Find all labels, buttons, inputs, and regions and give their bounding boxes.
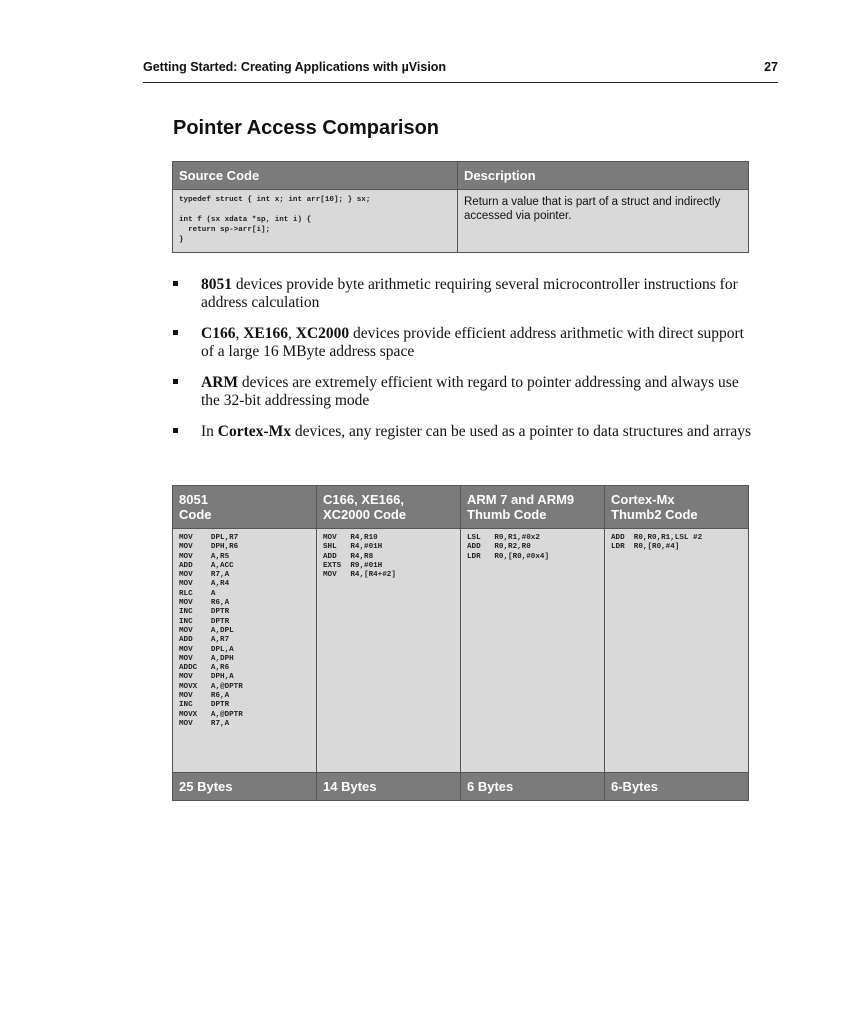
header-line: Thumb2 Code	[611, 507, 698, 522]
bullet-bold-term: Cortex-Mx	[217, 423, 291, 440]
byte-count-arm: 6 Bytes	[461, 773, 605, 801]
bullet-list	[172, 276, 752, 454]
bullet-bold-term: 8051	[201, 276, 232, 293]
bullet-square-icon	[173, 330, 178, 335]
bullet-square-icon	[173, 428, 178, 433]
bullet-bold-term: ARM	[201, 374, 239, 391]
code-cell-c166	[317, 529, 461, 773]
source-table-row	[173, 190, 749, 253]
section-title: Pointer Access Comparison	[173, 117, 440, 139]
comparison-header-row	[173, 486, 749, 529]
column-header-cortex	[605, 486, 749, 529]
assembly-code: LSL R0,R1,#0x2 ADD R0,R2,R0 LDR R0,[R0,#0x4]	[467, 534, 550, 561]
assembly-code: ADD R0,R0,R1,LSL #2 LDR R0,[R0,#4]	[611, 534, 703, 552]
code-cell-8051	[173, 529, 317, 773]
column-header-arm	[461, 486, 605, 529]
comparison-code-row	[173, 529, 749, 773]
header-line: C166, XE166,	[323, 492, 404, 507]
bullet-bold-term: C166	[201, 325, 236, 342]
header-line: Code	[179, 507, 212, 522]
source-code-cell	[173, 190, 458, 253]
page-number: 27	[764, 60, 778, 74]
bullet-bold-term: XE166	[243, 325, 288, 342]
comparison-footer-row	[173, 773, 749, 801]
bullet-square-icon	[173, 281, 178, 286]
bullet-text: ,	[235, 325, 244, 342]
code-cell-cortex	[605, 529, 749, 773]
header-line: ARM 7 and ARM9	[467, 492, 575, 507]
bullet-square-icon	[173, 379, 178, 384]
source-code-text: typedef struct { int x; int arr[10]; } sx; int f (sx xdata *sp, int i) { return sp->arr[i]; }	[179, 196, 371, 244]
bullet-item	[172, 374, 752, 410]
source-table-header-row	[173, 162, 749, 190]
source-code-table	[172, 161, 749, 253]
assembly-code: MOV R4,R10 SHL R4,#01H ADD R4,R8 EXTS R9,#01H MOV R4,[R4+#2]	[323, 534, 396, 580]
bullet-item	[172, 325, 752, 361]
column-header-8051	[173, 486, 317, 529]
description-cell	[458, 190, 749, 253]
bullet-text: devices provide byte arithmetic requiring several microcontroller instructions for address calculation	[201, 276, 738, 311]
comparison-table	[172, 485, 749, 801]
bullet-text: In	[201, 423, 218, 440]
bullet-item	[172, 423, 752, 441]
header-line: XC2000 Code	[323, 507, 407, 522]
header-title: Getting Started: Creating Applications with µVision	[143, 60, 447, 74]
assembly-code: MOV DPL,R7 MOV DPH,R6 MOV A,R5 ADD A,ACC MOV R7,A MOV A,R4 RLC A MOV R6,A INC DPTR INC DPTR MOV A,DPL ADD A,R7 MOV DPL,A MOV A,DPH ADDC A,R6 MOV DPH,A MOVX A,@DPTR MOV R6,A INC DPTR MOVX A,@DPTR MOV R7,A	[179, 534, 243, 728]
bullet-text: devices, any register can be used as a pointer to data structures and arrays	[290, 423, 752, 440]
page-header	[143, 60, 778, 83]
header-line: Thumb Code	[467, 507, 547, 522]
bullet-item	[172, 276, 752, 312]
bullet-text: devices provide efficient address arithmetic with direct support of a large 16 MByte address space	[201, 325, 744, 360]
bullet-text: ,	[288, 325, 296, 342]
column-header-c166	[317, 486, 461, 529]
byte-count-cortex: 6-Bytes	[605, 773, 749, 801]
bullet-text: devices are extremely efficient with regard to pointer addressing and always use the 32-bit addressing mode	[201, 374, 739, 409]
code-cell-arm	[461, 529, 605, 773]
header-line: Cortex-Mx	[611, 492, 675, 507]
description-text: Return a value that is part of a struct and indirectly accessed via pointer.	[464, 196, 721, 222]
bullet-bold-term: XC2000	[295, 325, 350, 342]
byte-count-c166: 14 Bytes	[317, 773, 461, 801]
description-header: Description	[458, 162, 749, 190]
header-line: 8051	[179, 492, 208, 507]
byte-count-8051: 25 Bytes	[173, 773, 317, 801]
source-code-header: Source Code	[173, 162, 458, 190]
